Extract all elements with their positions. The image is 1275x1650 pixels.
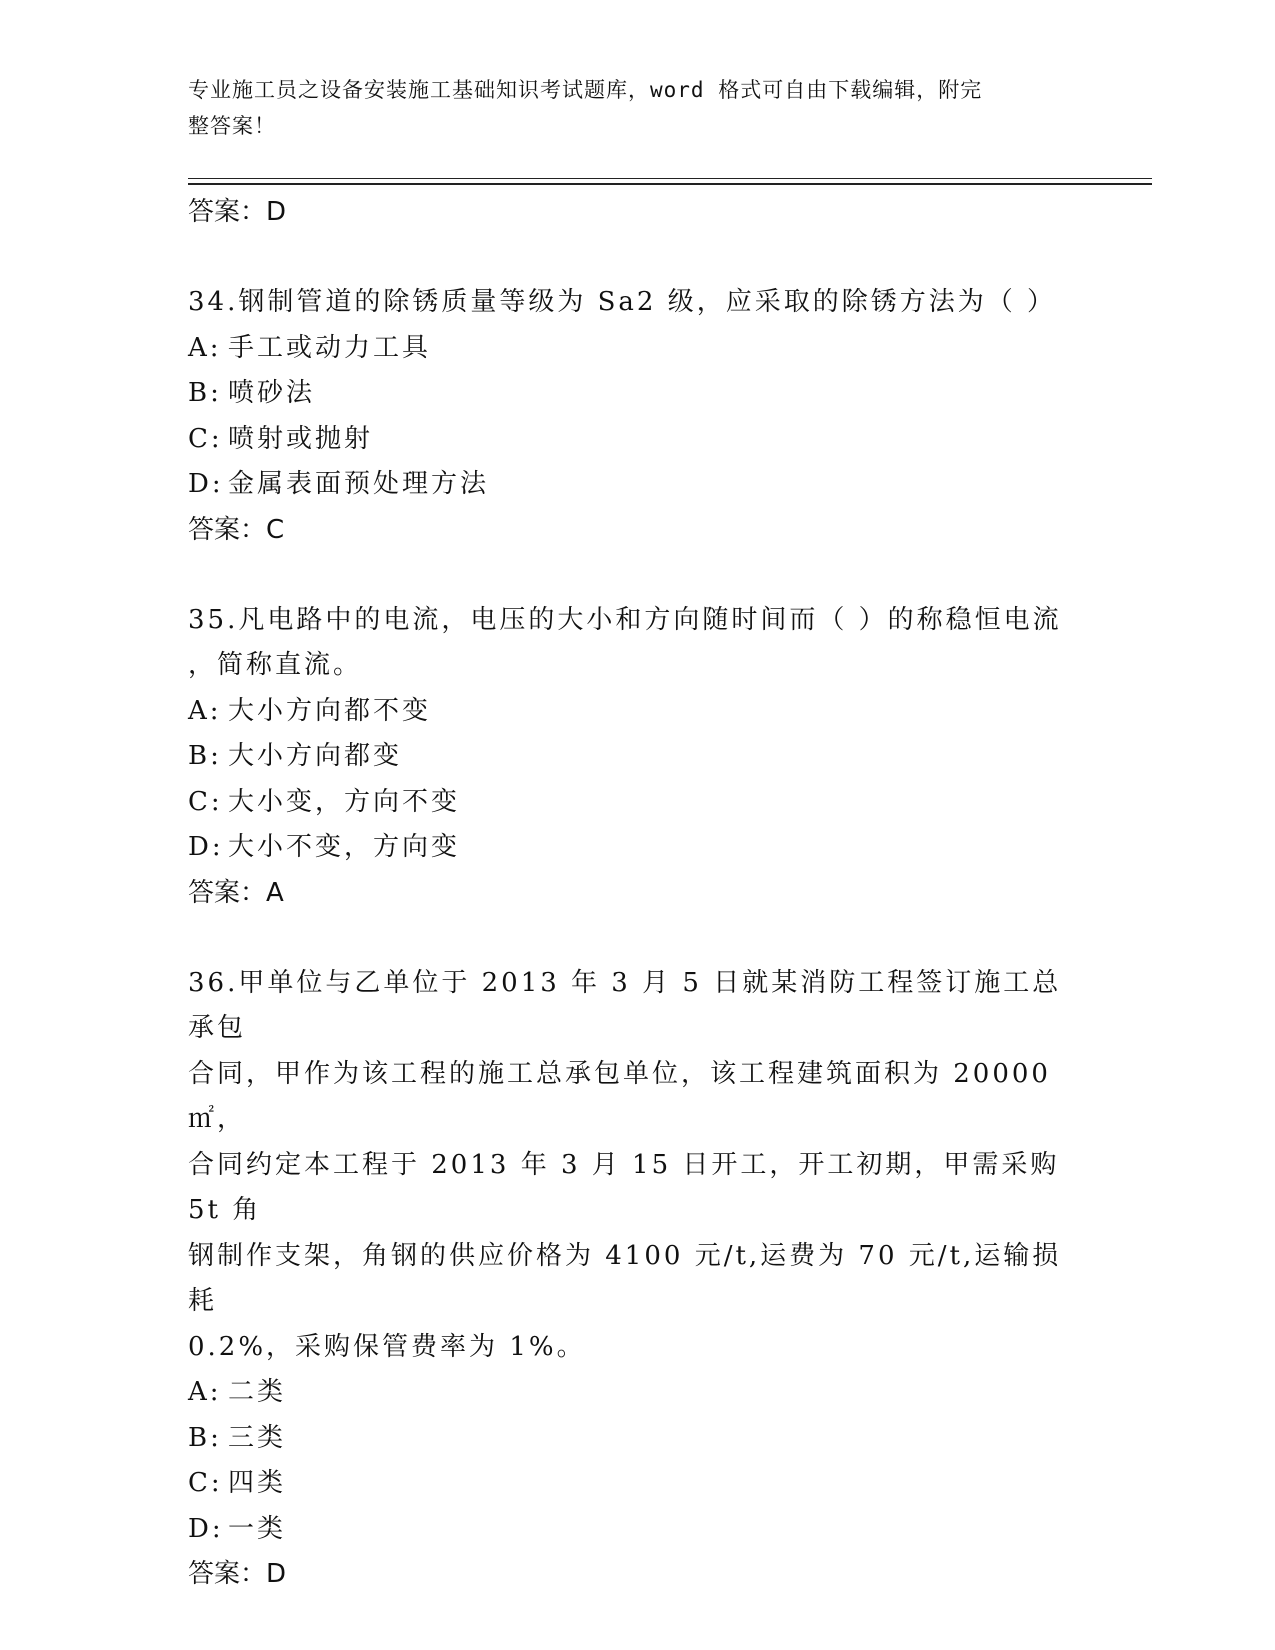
option-key: A: — [188, 1377, 222, 1407]
option-b — [188, 734, 1088, 780]
option-key: B: — [188, 741, 222, 771]
option-text: 喷砂法 — [228, 378, 316, 408]
spacer — [188, 915, 1088, 961]
header-line-1: 专业施工员之设备安装施工基础知识考试题库，word 格式可自由下载编辑，附完 — [188, 78, 983, 102]
option-text: 一类 — [228, 1513, 287, 1544]
option-c — [188, 1461, 1088, 1507]
option-text: 大小变，方向不变 — [228, 786, 461, 817]
option-text: 喷射或抛射 — [228, 423, 374, 454]
question-line: 钢制作支架，角钢的供应价格为 4100 元/t,运费为 70 元/t,运输损耗 — [188, 1240, 1062, 1316]
question-line: ，简称直流。 — [188, 650, 363, 680]
question-line: 0.2%，采购保管费率为 1%。 — [188, 1331, 586, 1362]
option-d — [188, 1507, 1088, 1553]
option-key: D: — [188, 469, 224, 499]
spacer — [188, 552, 1088, 598]
option-text: 三类 — [228, 1422, 287, 1453]
option-b — [188, 371, 1088, 417]
question-text — [188, 598, 1068, 689]
option-key: C: — [188, 1468, 223, 1498]
document-body — [188, 190, 1088, 1596]
option-a — [188, 689, 1088, 735]
header-divider-thick — [188, 183, 1152, 185]
option-key: D: — [188, 1513, 224, 1544]
option-text: 大小方向都不变 — [228, 695, 432, 726]
question-line: 36.甲单位与乙单位于 2013 年 3 月 5 日就某消防工程签订施工总承包 — [188, 967, 1062, 1043]
question-block-34 — [188, 280, 1088, 552]
answer-line: 答案：C — [188, 514, 285, 545]
document-header — [188, 72, 1058, 144]
answer-line: 答案：D — [188, 1559, 287, 1589]
option-text: 二类 — [228, 1377, 287, 1407]
option-d — [188, 462, 1088, 508]
answer-line: 答案：A — [188, 877, 284, 908]
question-line: 35.凡电路中的电流，电压的大小和方向随时间而（ ）的称稳恒电流 — [188, 604, 1062, 635]
option-key: A: — [188, 695, 222, 726]
option-c — [188, 780, 1088, 826]
option-key: C: — [188, 786, 223, 817]
option-key: B: — [188, 378, 222, 408]
option-key: B: — [188, 1422, 222, 1453]
option-text: 大小方向都变 — [228, 741, 403, 771]
question-line: 合同，甲作为该工程的施工总承包单位，该工程建筑面积为 20000㎡， — [188, 1058, 1051, 1134]
spacer — [188, 234, 1088, 280]
question-block-36 — [188, 961, 1088, 1597]
option-text: 大小不变，方向变 — [228, 832, 461, 862]
header-divider-thin — [188, 178, 1152, 179]
option-key: D: — [188, 832, 224, 862]
option-text: 手工或动力工具 — [228, 332, 432, 363]
option-b — [188, 1416, 1088, 1462]
option-a — [188, 326, 1088, 372]
option-text: 金属表面预处理方法 — [228, 469, 490, 499]
question-line: 合同约定本工程于 2013 年 3 月 15 日开工，开工初期，甲需采购 5t 角 — [188, 1149, 1060, 1225]
option-a — [188, 1370, 1088, 1416]
option-key: C: — [188, 423, 223, 454]
question-text — [188, 280, 1068, 326]
previous-answer: 答案：D — [188, 197, 287, 227]
question-line: 34.钢制管道的除锈质量等级为 Sa2 级，应采取的除锈方法为（ ） — [188, 287, 1056, 317]
question-block-35 — [188, 598, 1088, 915]
option-text: 四类 — [228, 1468, 287, 1498]
header-line-2: 整答案！ — [188, 114, 276, 138]
option-key: A: — [188, 332, 222, 363]
option-d — [188, 825, 1088, 871]
question-text — [188, 961, 1068, 1371]
option-c — [188, 417, 1088, 463]
